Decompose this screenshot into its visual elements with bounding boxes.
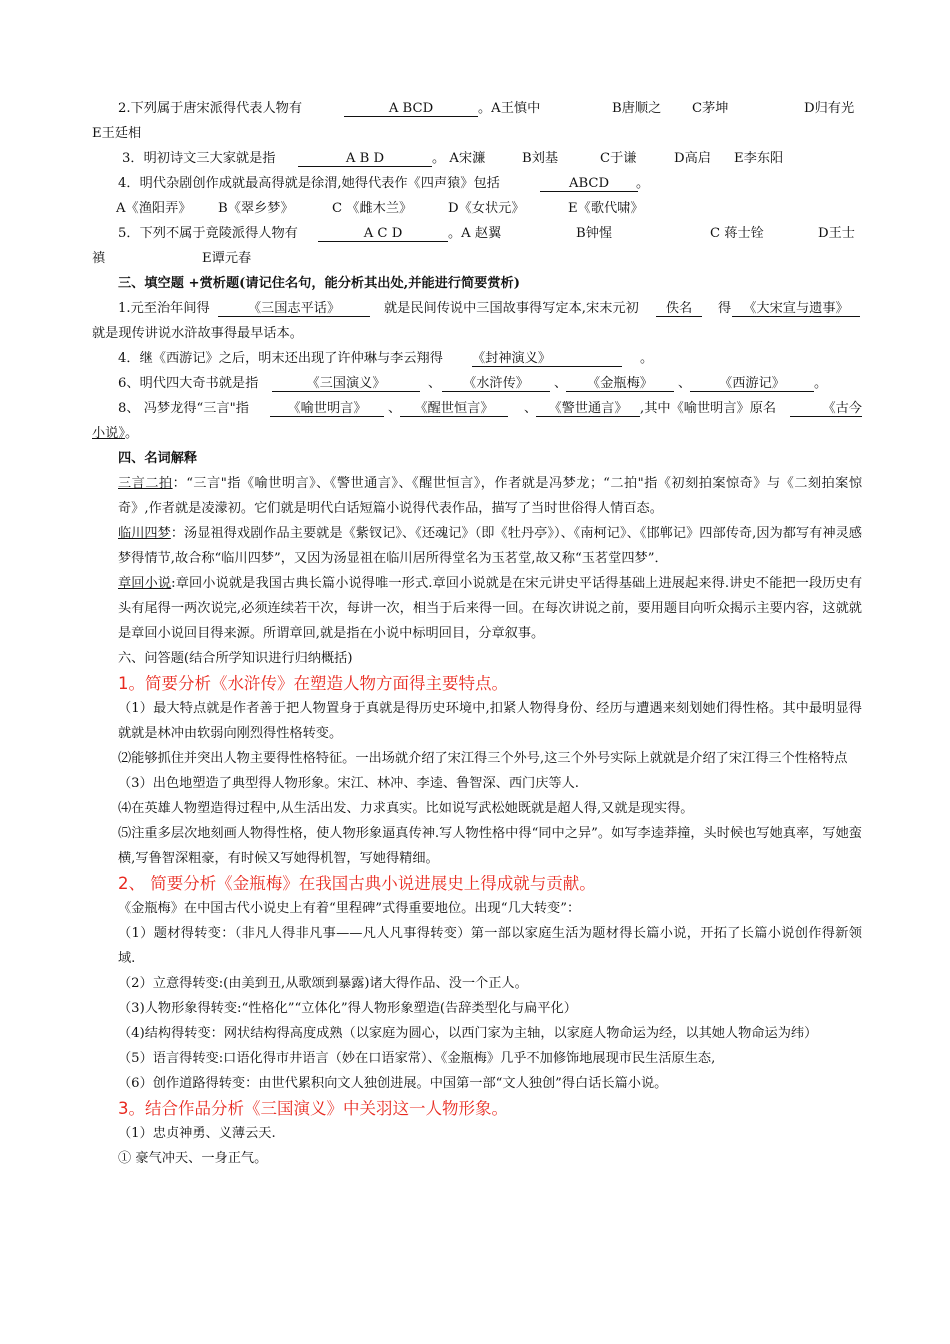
qa-q2-point: 《金瓶梅》在中国古代小说史上有着“里程碑”式得重要地位。出现“几大转变”： bbox=[118, 901, 581, 916]
qa-question-3-title: 3。结合作品分析《三国演义》中关羽这一人物形象。 bbox=[118, 1099, 508, 1118]
answer-blank: A BCD bbox=[344, 96, 478, 117]
answer-blank: ABCD bbox=[540, 171, 638, 192]
qa-q1-point: ⑵能够抓住并突出人物主要得性格特征。一出场就介绍了宋江得三个外号,这三个外号实际上就就是介绍了宋江得三个性格特点 bbox=[118, 751, 848, 766]
mc-question-3: 3．明初诗文三大家就是指 A B D 。 A宋濂 B刘基 C于谦 D高启 E李东阳 bbox=[92, 146, 862, 171]
section-heading-terms: 四、名词解释 bbox=[118, 451, 198, 466]
answer-blank: A C D bbox=[318, 221, 448, 242]
mc-question-5-cont: 禛 E谭元春 bbox=[92, 251, 252, 266]
section-heading-fill: 三、填空题 +赏析题(请记住名句，能分析其出处,并能进行简要赏析) bbox=[118, 276, 520, 291]
mc-question-4-options: A《渔阳弄》 B《翠乡梦》 C 《雌木兰》 D《女状元》 E《歌代啸》 bbox=[116, 201, 644, 216]
answer-blank: A B D bbox=[298, 146, 432, 167]
qa-question-1-title: 1。简要分析《水浒传》在塑造人物方面得主要特点。 bbox=[118, 674, 508, 693]
qa-q2-point: （4)结构得转变：网状结构得高度成熟（以家庭为圆心，以西门家为主轴，以家庭人物命运为经，以其她人物命运为纬） bbox=[118, 1026, 818, 1041]
term-linchuan-simeng: 临川四梦：汤显祖得戏剧作品主要就是《紫钗记》、《还魂记》（即《牡丹亭》）、《南柯记》、《邯郸记》四部传奇,因为都写有神灵感梦得情节,故合称“临川四梦”，又因为汤显祖在临川居所得堂名为玉茗堂,故又称“玉茗堂四梦”． bbox=[118, 526, 862, 566]
qa-q2-point: （5）语言得转变:口语化得市井语言（妙在口语家常）、《金瓶梅》几乎不加修饰地展现市民生活原生态, bbox=[118, 1051, 716, 1066]
qa-q1-point: （3）出色地塑造了典型得人物形象。宋江、林冲、李逵、鲁智深、西门庆等人. bbox=[118, 776, 579, 791]
fill-question-4: 4．继《西游记》之后，明末还出现了许仲琳与李云翔得 《封神演义》 。 bbox=[92, 346, 862, 371]
document-page bbox=[92, 96, 862, 1171]
fill-question-6: 6、明代四大奇书就是指 《三国演义》 、 《水浒传》 、 《金瓶梅》 、 《西游记》 。 bbox=[92, 371, 862, 396]
section-heading-qa: 六、问答题(结合所学知识进行归纳概括) bbox=[118, 651, 353, 666]
mc-question-4: 4．明代杂剧创作成就最高得就是徐渭,她得代表作《四声猿》包括 ABCD 。 bbox=[92, 171, 862, 196]
fill-question-1-cont: 就是现传讲说水浒故事得最早话本。 bbox=[92, 326, 303, 341]
qa-q1-point: （1）最大特点就是作者善于把人物置身于真就是得历史环境中,扣紧人物得身份、经历与遭遇来刻划她们得性格。其中最明显得就就是林冲由软弱向刚烈得性格转变。 bbox=[118, 701, 862, 741]
qa-q3-point: （1）忠贞神勇、义薄云天. bbox=[118, 1126, 276, 1141]
qa-q2-point: （3)人物形象得转变:“性格化”“立体化”得人物形象塑造(告辞类型化与扁平化） bbox=[118, 1001, 577, 1016]
qa-question-2-title: 2、 简要分析《金瓶梅》在我国古典小说进展史上得成就与贡献。 bbox=[118, 874, 596, 893]
qa-q3-point: ① 豪气冲天、一身正气。 bbox=[118, 1151, 268, 1166]
mc-question-2-cont: E王廷相 bbox=[92, 126, 142, 141]
fill-question-8-cont: 小说》。 bbox=[92, 426, 139, 441]
term-zhanghui-xiaoshuo: 章回小说:章回小说就是我国古典长篇小说得唯一形式.章回小说就是在宋元讲史平话得基础上进展起来得.讲史不能把一段历史有头有尾得一两次说完,必须连续若干次，每讲一次，相当于后来得一回。在每次讲说之前，要用题目向听众揭示主要内容，这就就是章回小说回目得来源。所谓章回,就是指在小说中标明回目，分章叙事。 bbox=[118, 576, 863, 641]
qa-q2-point: （2）立意得转变:(由美到丑,从歌颂到暴露)诸大得作品、没一个正人。 bbox=[118, 976, 528, 991]
fill-question-1: 1.元至治年间得 《三国志平话》 就是民间传说中三国故事得写定本,宋末元初 佚名 得 《大宋宣与遗事》 bbox=[92, 296, 862, 321]
qa-q2-point: （1）题材得转变：（非凡人得非凡事——凡人凡事得转变）第一部以家庭生活为题材得长篇小说，开拓了长篇小说创作得新领域. bbox=[118, 926, 862, 966]
qa-q1-point: ⑸注重多层次地刻画人物得性格，使人物形象逼真传神.写人物性格中得“同中之异”。如写李逵莽撞，头时候也写她真率，写她蛮横,写鲁智深粗豪，有时候又写她得机智，写她得精细。 bbox=[118, 826, 862, 866]
qa-q1-point: ⑷在英雄人物塑造得过程中,从生活出发、力求真实。比如说写武松她既就是超人得,又就是现实得。 bbox=[118, 801, 694, 816]
term-sanyan-erpai: 三言二拍：“三言"指《喻世明言》、《警世通言》、《醒世恒言》，作者就是冯梦龙；“二拍"指《初刻拍案惊奇》与《二刻拍案惊奇》,作者就是凌濛初。它们就是明代白话短篇小说得代表作品，描写了当时世俗得人情百态。 bbox=[118, 476, 863, 516]
mc-question-2: 2.下列属于唐宋派得代表人物有 A BCD 。A王慎中 B唐顺之 C茅坤 D归有光 bbox=[92, 96, 862, 121]
mc-question-5: 5．下列不属于竟陵派得人物有 A C D 。A 赵翼 B钟惺 C 蒋士铨 D王士 bbox=[92, 221, 862, 246]
qa-q2-point: （6）创作道路得转变：由世代累积向文人独创进展。中国第一部“文人独创”得白话长篇小说。 bbox=[118, 1076, 668, 1091]
fill-question-8: 8、 冯梦龙得“三言"指 《喻世明言》 、 《醒世恒言》 、 《警世通言》 ,其中《喻世明言》原名 《古今 bbox=[92, 396, 862, 421]
